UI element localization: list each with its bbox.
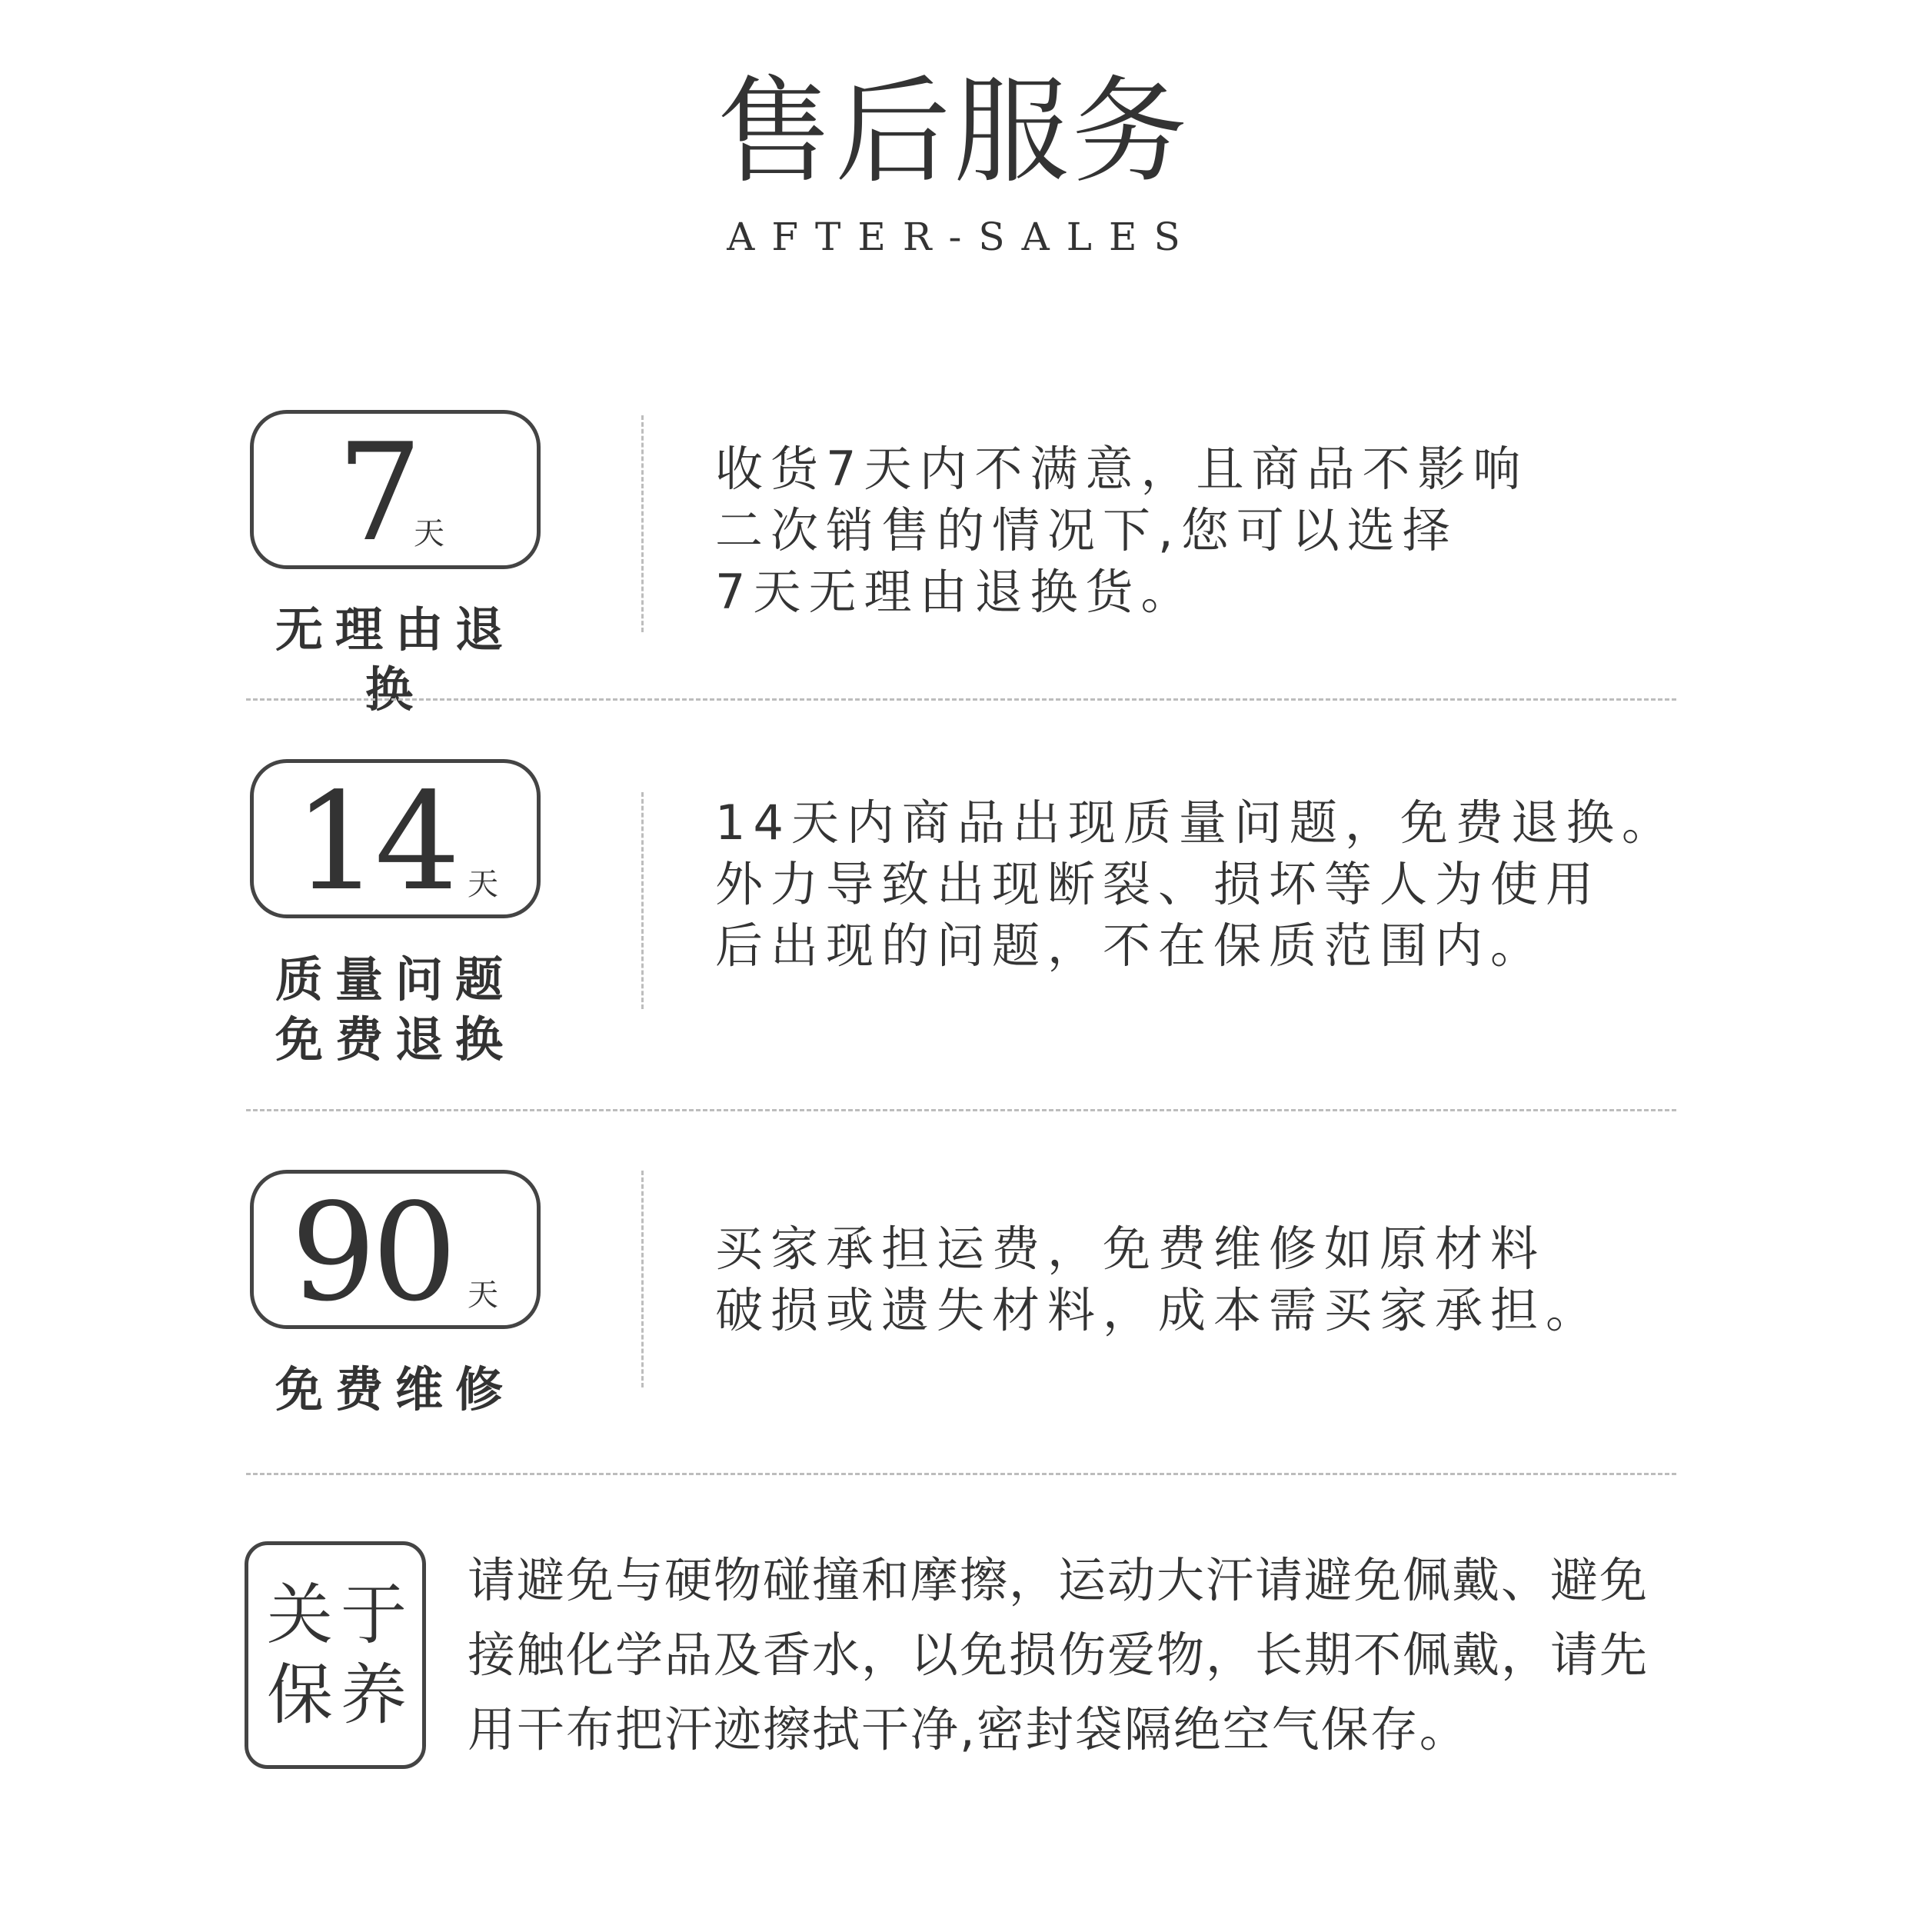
service-7-badge (250, 410, 541, 569)
description-line: 二次销售的情况下,您可以选择 (715, 502, 1458, 558)
description-line: 收货7天内不满意，且商品不影响 (715, 441, 1529, 497)
care-text-line: 用干布把汗迹擦拭干净,密封袋隔绝空气保存。 (468, 1701, 1469, 1757)
divider-vertical (641, 1171, 644, 1387)
service-14-description (715, 792, 1715, 977)
description-line: 破损或遗失材料，成本需买家承担。 (715, 1282, 1602, 1338)
service-7-unit: 天 (414, 516, 444, 551)
care-text-line: 接触化学品及香水，以免损伤爱物，长期不佩戴，请先 (468, 1627, 1649, 1683)
service-7-number: 7 (337, 415, 423, 571)
care-text-line: 请避免与硬物碰撞和摩擦，运动大汗请避免佩戴、避免 (468, 1552, 1649, 1608)
page-subtitle: AFTER-SALES (727, 215, 1197, 259)
divider-horizontal (246, 698, 1676, 701)
service-90-badge (250, 1170, 541, 1329)
service-90-label-line: 免费维修 (275, 1361, 515, 1417)
description-line: 14天内商品出现质量问题，免费退换。 (715, 794, 1677, 851)
care-box (245, 1541, 426, 1769)
care-box-char: 养 (341, 1657, 407, 1734)
service-90-unit: 天 (468, 1277, 498, 1313)
care-box-char: 保 (267, 1657, 333, 1734)
service-14-label-line: 免费退换 (275, 1011, 515, 1068)
divider-horizontal (246, 1109, 1676, 1111)
divider-horizontal (246, 1473, 1676, 1475)
service-14-badge (250, 759, 541, 921)
care-box-char: 于 (341, 1577, 407, 1654)
service-7-description (715, 438, 1715, 623)
service-90-label (250, 1360, 541, 1420)
service-14-label-line: 质量问题 (275, 951, 515, 1008)
service-14-label (250, 950, 541, 1070)
care-text (468, 1543, 1698, 1767)
description-line: 后出现的问题，不在保质范围内。 (715, 918, 1546, 974)
description-line: 买家承担运费，免费维修如原材料 (715, 1221, 1546, 1277)
service-7-label-line: 无理由退换 (275, 601, 515, 718)
care-box-char: 关 (267, 1577, 333, 1654)
service-90-number: 90 (291, 1175, 453, 1331)
divider-vertical (641, 792, 644, 1009)
service-14-number: 14 (294, 764, 456, 921)
service-14-unit: 天 (468, 867, 498, 902)
service-7-label (250, 600, 541, 720)
description-line: 7天无理由退换货。 (715, 564, 1196, 620)
service-90-description (715, 1218, 1715, 1341)
description-line: 外力导致出现断裂、损坏等人为使用 (715, 856, 1602, 912)
page-title: 售后服务 (716, 65, 1190, 199)
divider-vertical (641, 415, 644, 632)
